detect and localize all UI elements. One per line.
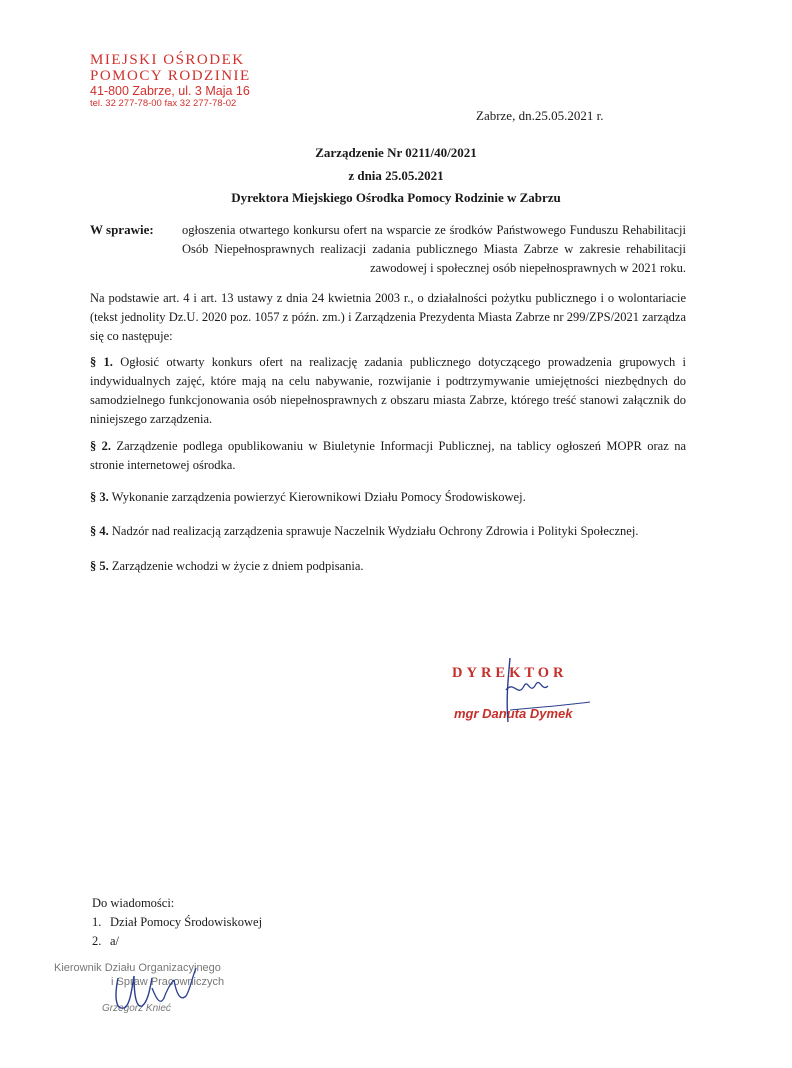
letterhead-stamp [90,52,251,110]
subject-text: ogłoszenia otwartego konkursu ofert na wsparcie ze środków Państwowego Funduszu Rehabilitacji Osób Niepełnosprawnych realizacji zadania publicznego Miasta Zabrze w zakresie rehabilitacji zawodowej i społecznej osób niepełnosprawnych w 2021 roku. [182,223,686,275]
section-1 [90,353,686,429]
letterhead-line1: MIEJSKI OŚRODEK [90,52,245,68]
department-head-stamp [54,961,224,1016]
document-issue-date: z dnia 25.05.2021 [348,168,444,183]
section-text: Zarządzenie wchodzi w życie z dniem podpisania. [111,559,364,573]
distribution-list [92,913,262,951]
section-number: § 1. [90,355,113,369]
distribution-title: Do wiadomości: [92,896,175,910]
list-item-text: Dział Pomocy Środowiskowej [110,915,263,929]
list-item [92,932,262,951]
document-issuer: Dyrektora Miejskiego Ośrodka Pomocy Rodzinie w Zabrzu [231,190,561,205]
subject-label: W sprawie: [90,222,154,237]
section-3 [90,488,686,507]
legal-basis: Na podstawie art. 4 i art. 13 ustawy z dnia 24 kwietnia 2003 r., o działalności pożytku publicznego i o wolontariacie (tekst jednolity Dz.U. 2020 poz. 1057 z późn. zm.) i Zarządzenia Prezydenta Miasta Zabrze nr 299/ZPS/2021 zarządza się co następuje: [90,291,686,343]
section-number: § 3. [90,490,109,504]
letterhead-line2: POMOCY RODZINIE [90,68,251,84]
document-title: Zarządzenie Nr 0211/40/2021 [315,145,477,160]
section-2 [90,437,686,475]
section-text: Zarządzenie podlega opublikowaniu w Biuletynie Informacji Publicznej, na tablicy ogłoszeń MOPR oraz na stronie internetowej ośrodka. [90,439,687,472]
document-date: Zabrze, dn.25.05.2021 r. [476,108,604,123]
department-head-name: Grzegorz Knieć [102,1003,171,1014]
director-name: mgr Danuta Dymek [454,706,573,721]
section-5 [90,557,686,576]
list-item-text: a/ [110,934,120,948]
section-text: Nadzór nad realizacją zarządzenia sprawuje Naczelnik Wydziału Ochrony Zdrowia i Polityki Społecznej. [111,524,639,538]
list-item-number: 2. [92,934,102,948]
list-item [92,913,262,932]
letterhead-contact: tel. 32 277-78-00 fax 32 277-78-02 [90,98,237,109]
list-item-number: 1. [92,915,102,929]
director-title: DYREKTOR [452,665,568,681]
section-text: Wykonanie zarządzenia powierzyć Kierownikowi Działu Pomocy Środowiskowej. [111,490,526,504]
section-number: § 4. [90,524,109,538]
section-text: Ogłosić otwarty konkurs ofert na realizację zadania publicznego dotyczącego prowadzenia grupowych i indywidualnych zajęć, które mają na celu nabywanie, rozwijanie i podtrzymywanie umiejętności niezbędnych do samodzielnego funkcjonowania osób niepełnosprawnych z obszaru miasta Zabrze, którego treść stanowi załącznik do niniejszego zarządzenia. [90,355,687,426]
letterhead-address: 41-800 Zabrze, ul. 3 Maja 16 [90,84,250,98]
department-name: i Spraw Pracowniczych [111,976,225,988]
department-head-title: Kierownik Działu Organizacyjnego [54,962,221,974]
section-number: § 5. [90,559,109,573]
section-4 [90,522,686,541]
section-number: § 2. [90,439,112,453]
